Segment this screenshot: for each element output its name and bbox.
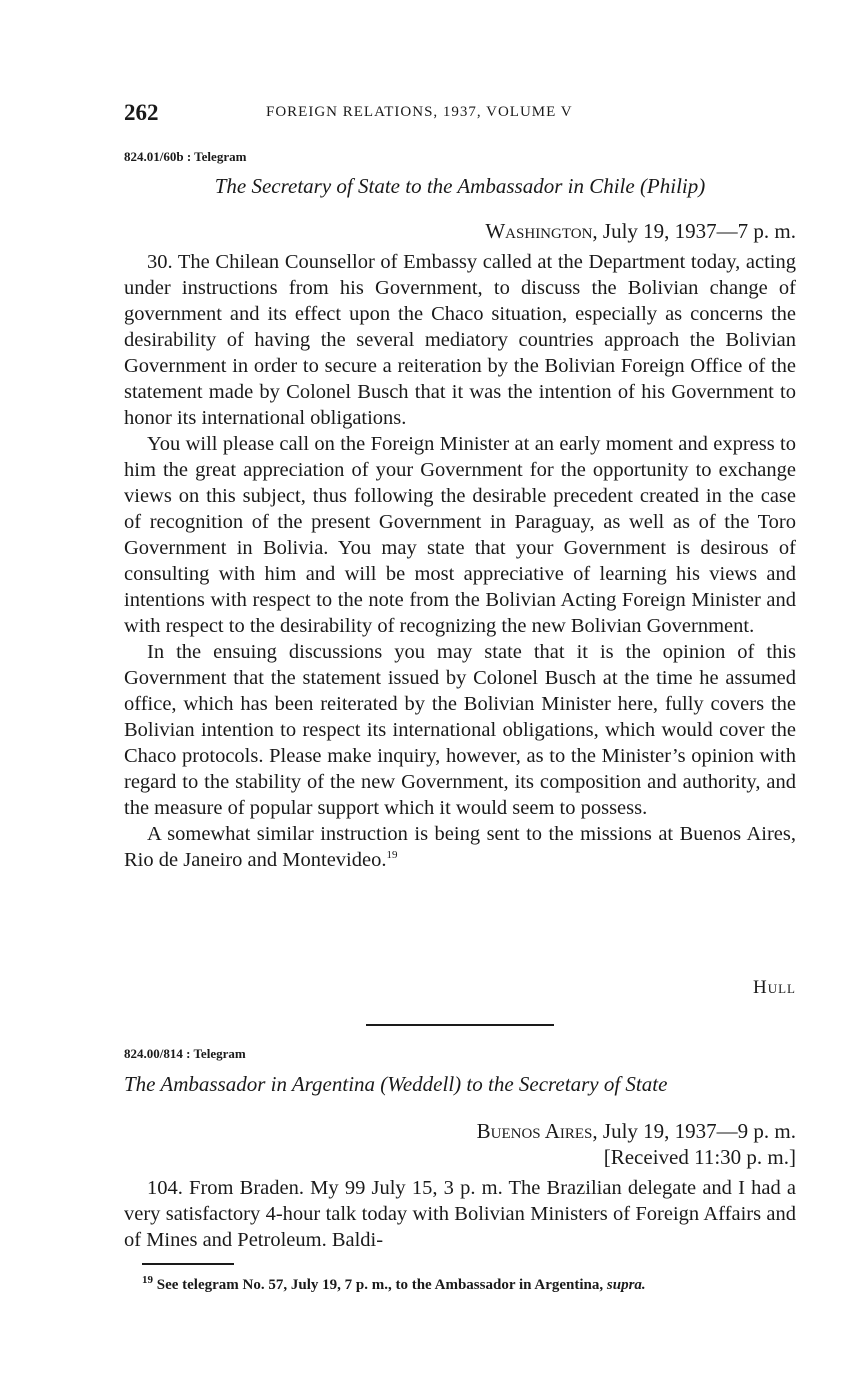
footnote-number: 19 <box>142 1274 153 1286</box>
paragraph: 104. From Braden. My 99 July 15, 3 p. m. The Brazilian delegate and I had a very satisfactory 4-hour talk today with Bolivian Ministers of Foreign Affairs and of Mines and Petroleum. Baldi- <box>124 1177 796 1251</box>
running-title: FOREIGN RELATIONS, 1937, VOLUME V <box>266 104 573 120</box>
footnote <box>142 1274 802 1294</box>
paragraph <box>124 821 796 873</box>
signature: Hull <box>753 977 796 998</box>
received-line: [Received 11:30 p. m.] <box>603 1145 796 1169</box>
paragraph: You will please call on the Foreign Minister at an early moment and express to him the great appreciation of your Government for the opportunity to exchange views on this subject, thus following the desirable precedent created in the case of recognition of the present Government in Paraguay, as well as of the Toro Government in Bolivia. You may state that your Government is desirous of consulting with him and will be most appreciative of learning his views and intentions with respect to the note from the Bolivian Acting Foreign Minister and with respect to the desirability of recognizing the new Bolivian Government. <box>124 433 796 637</box>
paragraph: 30. The Chilean Counsellor of Embassy called at the Department today, acting under instructions from his Government, to discuss the Bolivian change of government and its effect upon the Chaco situation, especially as concerns the desirability of having the several mediatory countries approach the Bolivian Government in order to secure a reiteration by the Bolivian Foreign Office of the statement made by Colonel Busch that it was the intention of his Government to honor its international obligations. <box>124 251 796 429</box>
dateline-date: July 19, 1937—9 p. m. <box>597 1119 796 1143</box>
dateline-place: Washington, <box>485 219 598 243</box>
footnote-emphasis: supra. <box>606 1277 646 1293</box>
document-title: The Ambassador in Argentina (Weddell) to the Secretary of State <box>124 1072 668 1096</box>
dateline <box>477 1119 796 1144</box>
dateline-date: July 19, 1937—7 p. m. <box>597 219 796 243</box>
footnote-text: See telegram No. 57, July 19, 7 p. m., to the Ambassador in Argentina, <box>153 1277 607 1293</box>
paragraph-text: A somewhat similar instruction is being sent to the missions at Buenos Aires, Rio de Janeiro and Montevideo. <box>124 823 796 871</box>
page-number: 262 <box>124 100 159 125</box>
paragraph: In the ensuing discussions you may state that it is the opinion of this Government that the statement issued by Colonel Busch at the time he assumed office, which has been reiterated by the Bolivian Minister here, fully covers the Bolivian intention to respect its international obligations, which would cover the Chaco protocols. Please make inquiry, however, as to the Minister’s opinion with regard to the stability of the new Government, its composition and authority, and the measure of popular support which it would seem to possess. <box>124 641 796 819</box>
document-title: The Secretary of State to the Ambassador in Chile (Philip) <box>214 174 706 198</box>
document-body <box>124 249 796 873</box>
section-divider <box>366 1024 554 1026</box>
dateline-place: Buenos Aires, <box>476 1119 598 1143</box>
document-body <box>124 1175 796 1253</box>
page-header <box>124 100 796 130</box>
dateline <box>485 219 796 244</box>
file-reference: 824.00/814 : Telegram <box>124 1046 246 1061</box>
footnote-rule <box>142 1263 234 1265</box>
file-reference: 824.01/60b : Telegram <box>124 149 247 164</box>
footnote-marker: 19 <box>386 849 398 862</box>
